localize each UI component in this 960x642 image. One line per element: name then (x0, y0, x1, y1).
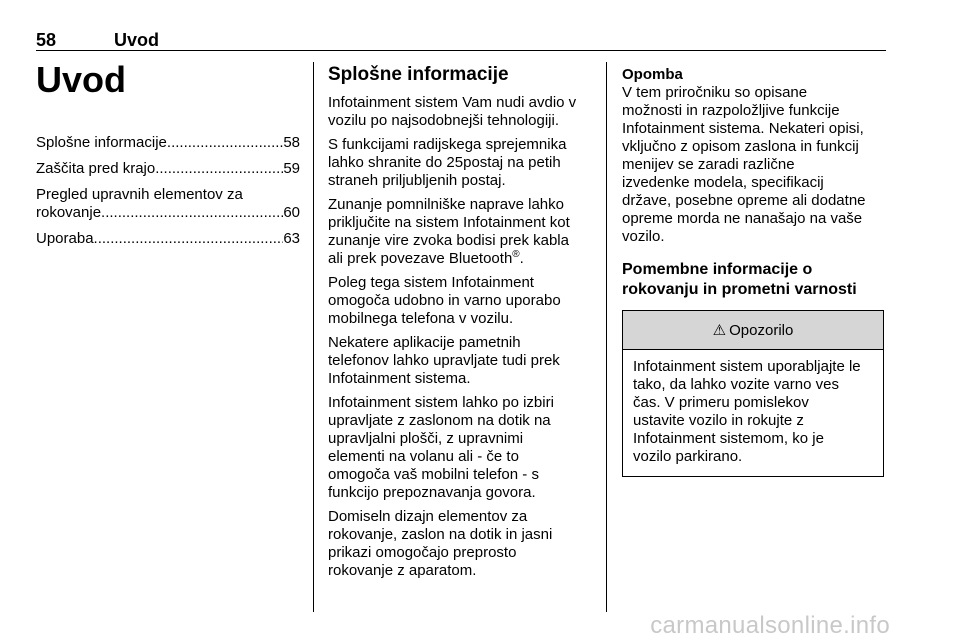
title-line: rokovanju in prometni varnosti (622, 281, 857, 298)
warning-header (623, 311, 883, 350)
text-line: prikazi omogočajo preprosto (328, 544, 517, 561)
text-line: elementi na volanu ali - če to (328, 448, 519, 465)
paragraph (328, 334, 592, 388)
column-divider-1 (313, 62, 314, 612)
general-info-column (328, 64, 592, 586)
text-line: upravljalni plošči, z upravnimi (328, 430, 524, 447)
text-line: čas. V primeru pomislekov (633, 394, 809, 411)
toc-entry-page: 58 (283, 133, 300, 151)
page-header (36, 30, 886, 50)
toc-entry-page: 60 (283, 203, 300, 221)
text-line: možnosti in razpoložljive funkcije (622, 102, 840, 119)
text-line: funkcijo prepoznavanja govora. (328, 484, 536, 501)
note-safety-column (622, 66, 886, 477)
watermark: carmanualsonline.info (650, 612, 890, 639)
chapter-title: Uvod (36, 59, 126, 100)
toc-entry-label: Splošne informacije (36, 133, 167, 151)
toc-entry-page: 59 (283, 159, 300, 177)
text-line: Infotainment sistem Vam nudi avdio v (328, 94, 577, 111)
toc-leader (167, 134, 283, 152)
title-line: Pomembne informacije o (622, 261, 813, 278)
header-rule (36, 50, 886, 51)
text-line: ali prek povezave Bluetooth (328, 250, 513, 267)
text-line: Domiseln dizajn elementov za (328, 508, 528, 525)
text-line-bluetooth (328, 250, 592, 268)
text-line: vozilo. (622, 228, 665, 245)
text-line: ustavite vozilo in rokujte z (633, 412, 804, 429)
toc-entry-label: Zaščita pred krajo (36, 159, 156, 177)
text-line: telefonov lahko upravljate tudi prek (328, 352, 560, 369)
text-line: Poleg tega sistem Infotainment (328, 274, 534, 291)
toc-leader (155, 160, 283, 178)
text-line: upravljate z zaslonom na dotik na (328, 412, 551, 429)
text-line: menijev se zaradi različne (622, 156, 795, 173)
toc-leader (94, 230, 284, 248)
text-line: V tem priročniku so opisane (622, 84, 808, 101)
warning-body (623, 350, 883, 476)
toc-entry-usage[interactable] (36, 230, 300, 248)
toc-entry-label: Uporaba (36, 229, 94, 247)
toc-entry-label-line: Pregled upravnih elementov za (36, 185, 243, 203)
section-title-general: Splošne informacije (328, 64, 509, 85)
text-line: Zunanje pomnilniške naprave lahko (328, 196, 564, 213)
text-line: straneh priljubljenih postaj. (328, 172, 506, 189)
toc-leader (101, 204, 283, 222)
text-line: rokovanje, zaslon na dotik in jasni (328, 526, 553, 543)
column-divider-2 (606, 62, 607, 612)
text-line: rokovanje z aparatom. (328, 562, 477, 579)
warning-box (622, 310, 884, 477)
text-line: vozilu po najsodobnejši tehnologiji. (328, 112, 559, 129)
text-line: Nekatere aplikacije pametnih (328, 334, 521, 351)
paragraph (328, 274, 592, 328)
note-body (622, 84, 886, 246)
text-line: lahko shranite do 25postaj na petih (328, 154, 561, 171)
text-line: vključno z opisom zaslona in funkcij (622, 138, 859, 155)
period: . (519, 250, 524, 267)
paragraph (328, 136, 592, 190)
toc-entry-general[interactable] (36, 134, 300, 152)
paragraph (328, 196, 592, 268)
section-title-safety (622, 260, 886, 300)
text-line: tako, da lahko vozite varno ves (633, 376, 839, 393)
toc-entry-label: rokovanje (36, 203, 102, 221)
text-line: Infotainment sistemom, ko je (633, 430, 824, 447)
text-line: zunanje vire zvoka bodisi prek kabla (328, 232, 569, 249)
toc-column (36, 60, 300, 256)
toc-entry-page: 63 (283, 229, 300, 247)
paragraph (328, 394, 592, 502)
text-line: priključite na sistem Infotainment kot (328, 214, 570, 231)
warning-title: Opozorilo (729, 321, 794, 339)
text-line: izvedenke modela, specifikacij (622, 174, 824, 191)
text-line: Infotainment sistem uporabljajte le (633, 358, 861, 375)
text-line: države, posebne opreme ali dodatne (622, 192, 866, 209)
text-line: omogoča udobno in varno uporabo (328, 292, 561, 309)
text-line: Infotainment sistem lahko po izbiri (328, 394, 554, 411)
paragraph (328, 508, 592, 580)
text-line: mobilnega telefona v vozilu. (328, 310, 514, 327)
warning-icon: ⚠ (712, 322, 727, 339)
page-number: 58 (36, 30, 57, 50)
note-title: Opomba (622, 66, 683, 83)
toc-entry-theft-protection[interactable] (36, 160, 300, 178)
running-header-title: Uvod (114, 30, 159, 50)
text-line: S funkcijami radijskega sprejemnika (328, 136, 567, 153)
toc-entry-controls-overview[interactable] (36, 186, 300, 222)
text-line: Infotainment sistema. (328, 370, 471, 387)
text-line: omogoča vaš mobilni telefon - s (328, 466, 539, 483)
paragraph (328, 94, 592, 130)
text-line: opreme morda ne nanašajo na vaše (622, 210, 863, 227)
registered-mark: ® (512, 249, 520, 260)
text-line: Infotainment sistema. Nekateri opisi, (622, 120, 864, 137)
text-line: vozilo parkirano. (633, 448, 743, 465)
